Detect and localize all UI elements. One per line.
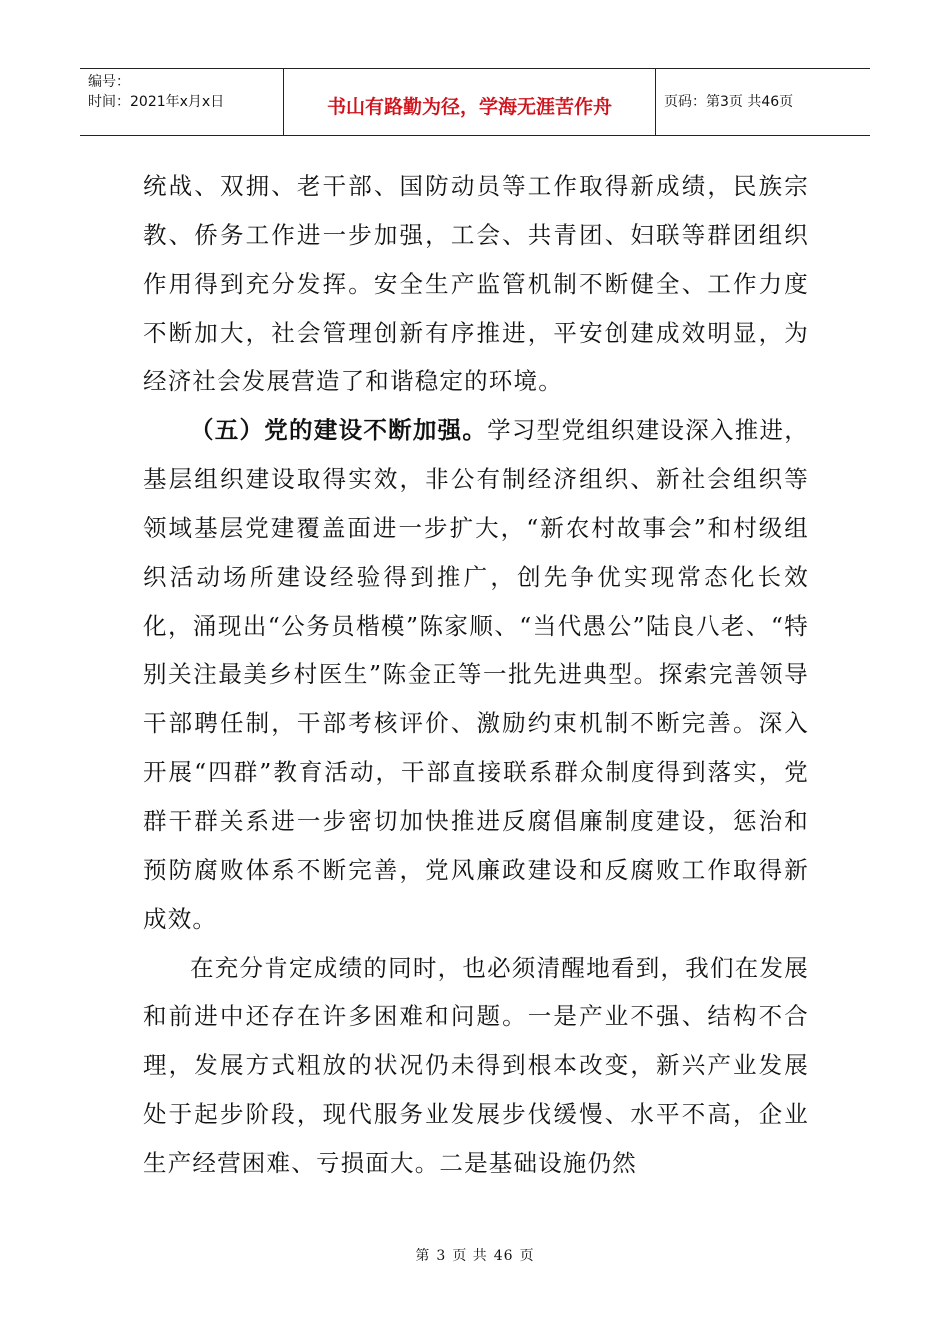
document-time-label: 时间：2021年x月x日 bbox=[88, 94, 225, 110]
page-footer bbox=[0, 1245, 950, 1265]
footer-page-number: 3 bbox=[436, 1248, 447, 1264]
page-header bbox=[80, 68, 870, 136]
footer-total-pages: 46 bbox=[493, 1248, 514, 1264]
header-motto: 书山有路勤为径，学海无涯苦作舟 bbox=[326, 95, 612, 118]
paragraph-1: 统战、双拥、老干部、国防动员等工作取得新成绩，民族宗教、侨务工作进一步加强，工会、共青团、妇联等群团组织作用得到充分发挥。安全生产监管机制不断健全、工作力度不断加大，社会管理创新有序推进，平安创建成效明显，为经济社会发展营造了和谐稳定的环境。 bbox=[143, 172, 809, 396]
header-page-info: 页码：第3页 共46页 bbox=[664, 94, 794, 110]
footer-page-prefix: 第 bbox=[415, 1248, 431, 1264]
document-number-label: 编号： bbox=[88, 74, 130, 90]
paragraph-2-text: 学习型党组织建设深入推进，基层组织建设取得实效，非公有制经济组织、新社会组织等领域基层党建覆盖面进一步扩大，“新农村故事会”和村级组织活动场所建设经验得到推广，创先争优实现常态化长效化，涌现出“公务员楷模”陈家顺、“当代愚公”陆良八老、“特别关注最美乡村医生”陈金正等一批先进典型。探索完善领导干部聘任制，干部考核评价、激励约束机制不断完善。深入开展“四群”教育活动，干部直接联系群众制度得到落实，党群干群关系进一步密切加快推进反腐倡廉制度建设，惩治和预防腐败体系不断完善，党风廉政建设和反腐败工作取得新成效。 bbox=[143, 416, 809, 933]
paragraph-2 bbox=[143, 406, 809, 943]
section-heading-five: （五）党的建设不断加强。 bbox=[190, 416, 488, 445]
document-body bbox=[143, 162, 809, 1188]
header-divider bbox=[655, 69, 656, 135]
paragraph-3: 在充分肯定成绩的同时，也必须清醒地看到，我们在发展和前进中还存在许多困难和问题。一是产业不强、结构不合理，发展方式粗放的状况仍未得到根本改变，新兴产业发展处于起步阶段，现代服务业发展步伐缓慢、水平不高，企业生产经营困难、亏损面大。二是基础设施仍然 bbox=[143, 953, 809, 1177]
footer-page-mid: 页 共 bbox=[452, 1248, 488, 1264]
footer-page-suffix: 页 bbox=[519, 1248, 535, 1264]
header-meta bbox=[88, 72, 284, 112]
